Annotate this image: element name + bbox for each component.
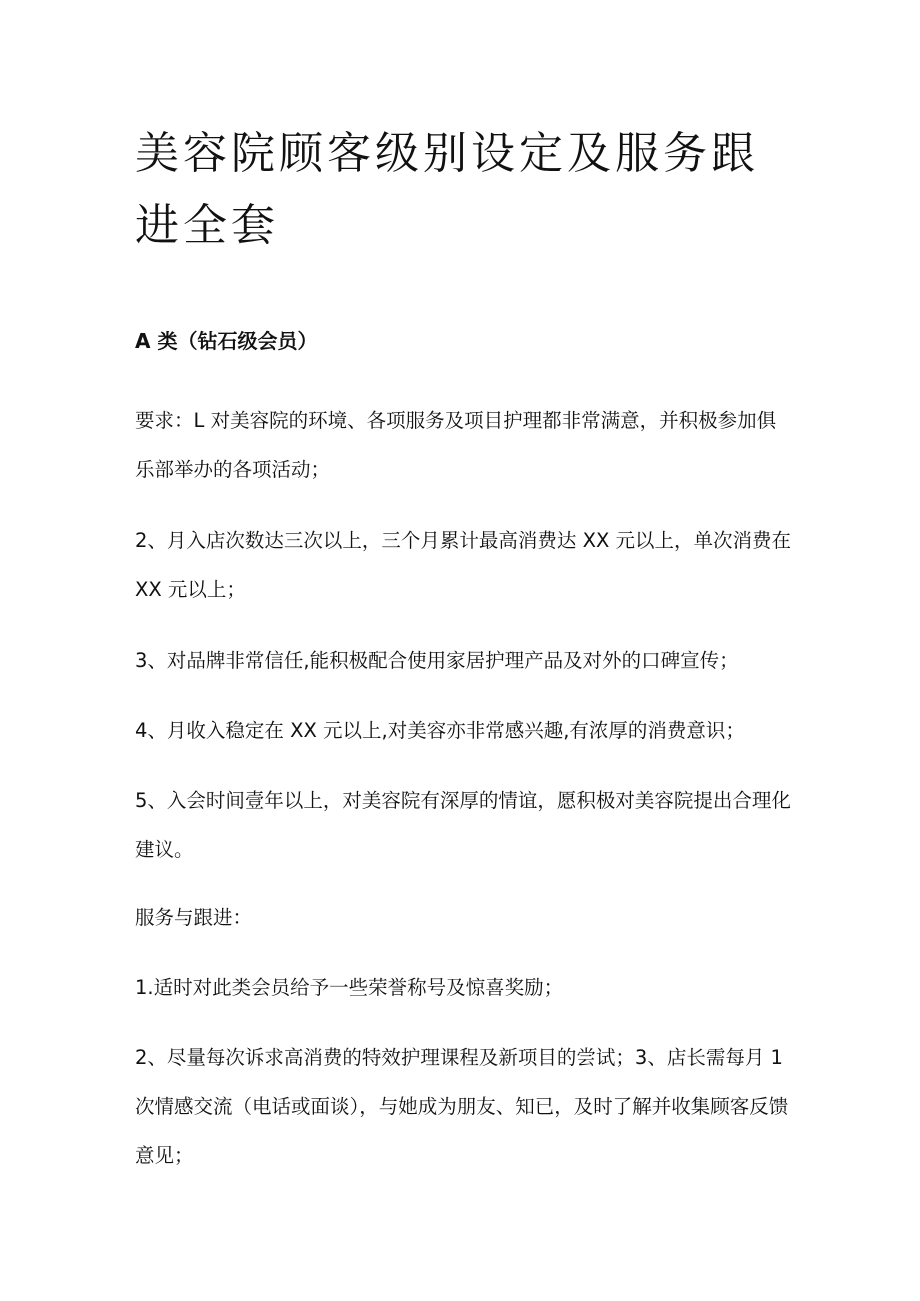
requirement-2: 2、月入店次数达三次以上，三个月累计最高消费达 XX 元以上，单次消费在 XX 元以上；: [135, 529, 792, 601]
service-item-1: 1.适时对此类会员给予一些荣誉称号及惊喜奖励；: [135, 976, 564, 999]
requirement-5: 5、入会时间壹年以上，对美容院有深厚的情谊，愿积极对美容院提出合理化建议。: [135, 789, 791, 861]
section-heading-a-class: A 类（钻石级会员）: [135, 329, 318, 353]
requirement-4: 4、月收入稳定在 XX 元以上,对美容亦非常感兴趣,有浓厚的消费意识；: [135, 719, 745, 742]
requirement-1: 要求：L 对美容院的环境、各项服务及项目护理都非常满意，并积极参加俱乐部举办的各项活动；: [135, 409, 777, 481]
service-heading: 服务与跟进：: [135, 906, 253, 929]
document-title: 美容院顾客级别设定及服务跟进全套: [135, 128, 759, 251]
service-item-2-3: 2、尽量每次诉求高消费的特效护理课程及新项目的尝试；3、店长需每月 1 次情感交流（电话或面谈），与她成为朋友、知已，及时了解并收集顾客反馈意见；: [135, 1046, 789, 1167]
requirement-3: 3、对品牌非常信任,能积极配合使用家居护理产品及对外的口碑宣传；: [135, 649, 739, 672]
